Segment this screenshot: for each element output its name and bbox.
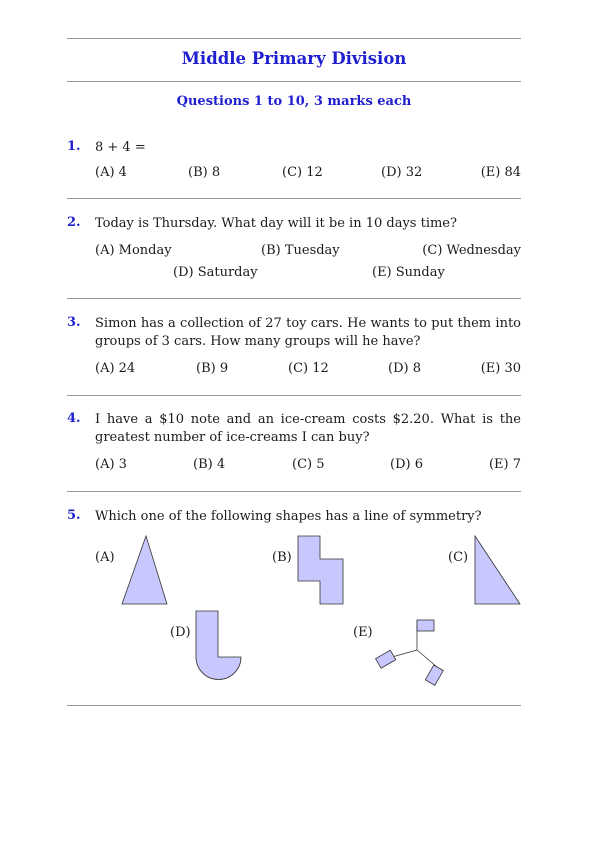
option-e: (E) 84 — [480, 165, 521, 180]
option-d: (D) — [170, 625, 191, 640]
section-subtitle: Questions 1 to 10, 3 marks each — [176, 94, 412, 109]
option-d: (D) 32 — [381, 165, 423, 180]
option-b: (B) Tuesday — [261, 243, 340, 258]
bottom-rule — [67, 705, 521, 706]
option-a: (A) 4 — [95, 165, 127, 180]
shape-e-pinwheel — [375, 617, 450, 689]
question-text: Today is Thursday. What day will it be in 10 days time? — [95, 216, 457, 231]
option-a: (A) 24 — [95, 361, 136, 376]
option-b: (B) — [272, 550, 292, 565]
option-e: (E) — [353, 625, 373, 640]
question-text: I have a $10 note and an ice-cream costs $2.20. What is the greatest number of ice-creams I can buy? — [95, 412, 521, 445]
question-number: 5. — [67, 508, 81, 523]
option-a: (A) — [95, 550, 115, 565]
question-divider — [67, 395, 521, 396]
question-text: 8 + 4 = — [95, 140, 146, 155]
option-c: (C) Wednesday — [422, 243, 521, 258]
option-c: (C) 5 — [292, 457, 325, 472]
shape-c-right-triangle — [473, 535, 523, 607]
question-text: Simon has a collection of 27 toy cars. He wants to put them into groups of 3 cars. How many groups will he have? — [95, 316, 521, 349]
option-c: (C) — [448, 550, 469, 565]
question-divider — [67, 298, 521, 299]
shape-b-polyomino — [296, 535, 346, 607]
title-rule — [67, 81, 521, 82]
option-d: (D) 8 — [388, 361, 421, 376]
question-divider — [67, 198, 521, 199]
option-e: (E) Sunday — [372, 265, 445, 280]
option-b: (B) 4 — [193, 457, 226, 472]
option-c: (C) 12 — [282, 165, 323, 180]
question-number: 2. — [67, 215, 81, 230]
page-title: Middle Primary Division — [181, 49, 407, 68]
shape-d-hook — [194, 610, 244, 682]
question-number: 4. — [67, 411, 81, 426]
option-e: (E) 30 — [480, 361, 521, 376]
option-a: (A) 3 — [95, 457, 127, 472]
question-number: 3. — [67, 315, 81, 330]
option-a: (A) Monday — [95, 243, 172, 258]
shape-a-triangle — [120, 535, 170, 607]
option-b: (B) 9 — [196, 361, 229, 376]
option-d: (D) Saturday — [173, 265, 258, 280]
option-d: (D) 6 — [390, 457, 423, 472]
top-rule — [67, 38, 521, 39]
option-b: (B) 8 — [188, 165, 221, 180]
question-divider — [67, 491, 521, 492]
option-c: (C) 12 — [288, 361, 329, 376]
question-text: Which one of the following shapes has a line of symmetry? — [95, 509, 482, 524]
question-number: 1. — [67, 139, 81, 154]
option-e: (E) 7 — [488, 457, 521, 472]
